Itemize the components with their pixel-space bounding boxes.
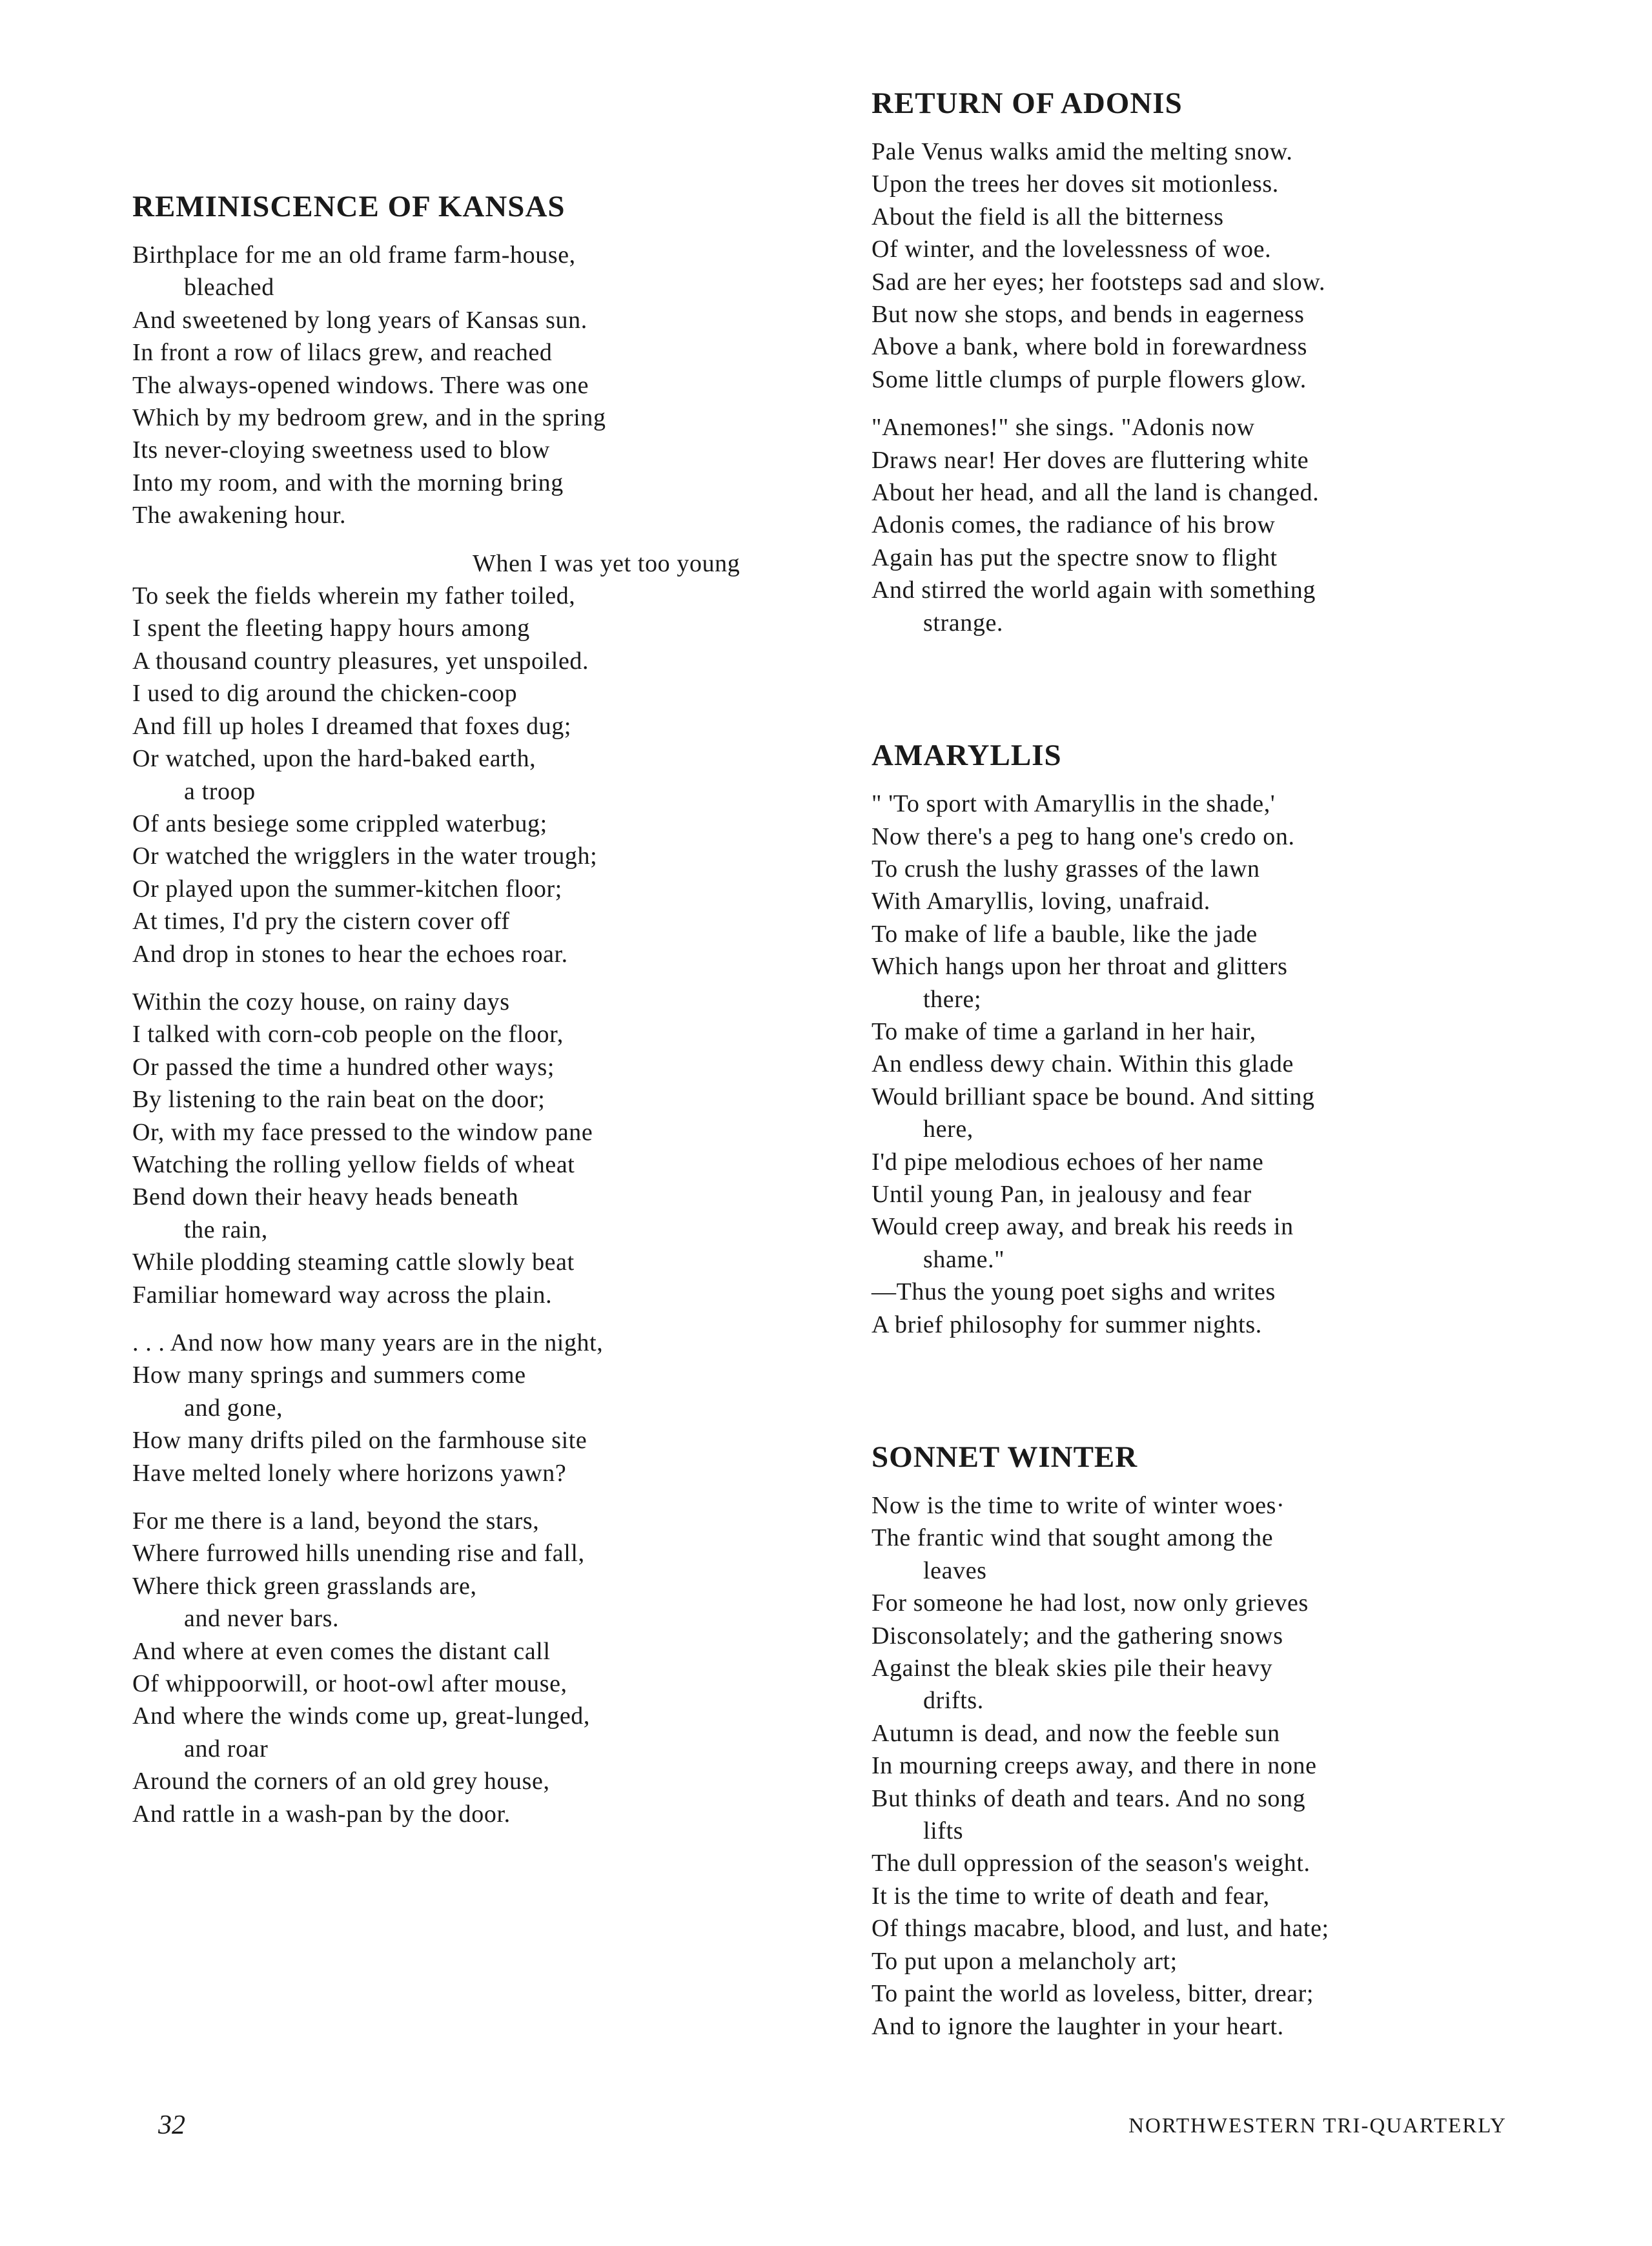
- poem-line: The always-opened windows. There was one: [132, 371, 589, 399]
- poem-line: the rain,: [184, 1216, 268, 1243]
- poem-line: " 'To sport with Amaryllis in the shade,': [872, 790, 1276, 818]
- poem-line: Of things macabre, blood, and lust, and hate;: [872, 1915, 1329, 1943]
- poem-line: Disconsolately; and the gathering snows: [872, 1622, 1283, 1649]
- poem-line: Above a bank, where bold in forewardness: [872, 333, 1308, 361]
- poem-return-of-adonis: [872, 84, 1517, 639]
- poem-line: Or, with my face pressed to the window pane: [132, 1118, 593, 1146]
- poem-line: Adonis comes, the radiance of his brow: [872, 511, 1276, 539]
- stanza: [132, 547, 817, 970]
- poem-line: Familiar homeward way across the plain.: [132, 1281, 553, 1309]
- poem-line: To crush the lushy grasses of the lawn: [872, 855, 1260, 883]
- poem-line: Would creep away, and break his reeds in: [872, 1213, 1294, 1241]
- poem-line: Have melted lonely where horizons yawn?: [132, 1459, 567, 1487]
- poem-line: leaves: [923, 1557, 987, 1584]
- poem-line: The frantic wind that sought among the: [872, 1524, 1274, 1552]
- poem-line: Which by my bedroom grew, and in the spring: [132, 404, 606, 432]
- poem-line: Until young Pan, in jealousy and fear: [872, 1180, 1252, 1208]
- poem-line: Within the cozy house, on rainy days: [132, 988, 510, 1016]
- poem-line: shame.": [923, 1245, 1005, 1273]
- poem-line: Draws near! Her doves are fluttering white: [872, 446, 1309, 474]
- poem-amaryllis: [872, 736, 1517, 1341]
- poem-line: Around the corners of an old grey house,: [132, 1768, 550, 1795]
- poem-line: And sweetened by long years of Kansas sun.: [132, 306, 587, 334]
- poem-line: Of ants besiege some crippled waterbug;: [132, 810, 547, 837]
- poem-line: "Anemones!" she sings. "Adonis now: [872, 414, 1255, 442]
- poem-line: By listening to the rain beat on the door;: [132, 1086, 546, 1114]
- poem-line: Of whippoorwill, or hoot-owl after mouse,: [132, 1670, 567, 1698]
- poem-line: When I was yet too young: [473, 549, 740, 577]
- poem-title: AMARYLLIS: [872, 739, 1062, 773]
- poem-line: Where thick green grasslands are,: [132, 1572, 477, 1600]
- poem-line: Its never-cloying sweetness used to blow: [132, 436, 550, 464]
- poem-line: I spent the fleeting happy hours among: [132, 615, 530, 642]
- poem-line: lifts: [923, 1817, 964, 1845]
- poem-line: bleached: [184, 274, 274, 301]
- poem-line: But now she stops, and bends in eagerness: [872, 301, 1305, 329]
- poem-line: And fill up holes I dreamed that foxes dug;: [132, 712, 572, 740]
- stanza: [872, 411, 1517, 639]
- poem-line: To paint the world as loveless, bitter, drear;: [872, 1980, 1314, 2008]
- poem-line: Against the bleak skies pile their heavy: [872, 1655, 1273, 1682]
- poem-line: In front a row of lilacs grew, and reached: [132, 339, 553, 367]
- poem-line: Birthplace for me an old frame farm-house,: [132, 241, 576, 269]
- poem-sonnet-winter: [872, 1438, 1517, 2043]
- poem-line: The dull oppression of the season's weight.: [872, 1850, 1310, 1877]
- page-number: 32: [158, 2110, 185, 2140]
- poem-line: But thinks of death and tears. And no song: [872, 1784, 1306, 1812]
- stanza: [872, 788, 1517, 1341]
- poem-line: Or passed the time a hundred other ways;: [132, 1053, 555, 1081]
- poem-line: Or played upon the summer-kitchen floor;: [132, 875, 562, 903]
- journal-name: NORTHWESTERN TRI-QUARTERLY: [1128, 2114, 1507, 2138]
- poem-line: Now is the time to write of winter woes·: [872, 1492, 1285, 1519]
- poem-line: To seek the fields wherein my father toiled,: [132, 582, 576, 610]
- poem-line: here,: [923, 1116, 974, 1143]
- poem-line: . . . And now how many years are in the night,: [132, 1329, 604, 1356]
- stanza: [872, 1489, 1517, 2043]
- poem-line: Of winter, and the lovelessness of woe.: [872, 236, 1272, 263]
- poem-line: A brief philosophy for summer nights.: [872, 1311, 1262, 1338]
- poem-title: RETURN OF ADONIS: [872, 87, 1183, 120]
- poem-line: How many drifts piled on the farmhouse site: [132, 1427, 587, 1455]
- poem-line: I'd pipe melodious echoes of her name: [872, 1148, 1264, 1176]
- poem-line: I used to dig around the chicken-coop: [132, 680, 518, 708]
- poem-line: Bend down their heavy heads beneath: [132, 1183, 519, 1211]
- poem-line: strange.: [923, 609, 1004, 637]
- poem-line: To make of time a garland in her hair,: [872, 1017, 1256, 1045]
- poem-line: —Thus the young poet sighs and writes: [872, 1278, 1276, 1306]
- left-column: [132, 187, 817, 1846]
- poem-line: Watching the rolling yellow fields of wheat: [132, 1150, 575, 1178]
- poem-line: A thousand country pleasures, yet unspoiled.: [132, 647, 589, 675]
- poem-line: and gone,: [184, 1394, 283, 1422]
- poem-line: Which hangs upon her throat and glitters: [872, 953, 1288, 981]
- poem-line: Autumn is dead, and now the feeble sun: [872, 1719, 1280, 1747]
- poem-line: And where at even comes the distant call: [132, 1637, 551, 1665]
- stanza: [872, 136, 1517, 396]
- poem-line: Or watched the wrigglers in the water trough;: [132, 842, 598, 870]
- poem-line: Into my room, and with the morning bring: [132, 469, 564, 496]
- poem-line: And to ignore the laughter in your heart.: [872, 2012, 1284, 2040]
- poem-line: While plodding steaming cattle slowly beat: [132, 1249, 575, 1276]
- poem-line: Some little clumps of purple flowers glow.: [872, 365, 1307, 393]
- poem-line: To put upon a melancholy art;: [872, 1947, 1178, 1975]
- stanza: [132, 1327, 817, 1489]
- poem-line: Would brilliant space be bound. And sitting: [872, 1083, 1315, 1110]
- poem-line: How many springs and summers come: [132, 1362, 526, 1389]
- poem-line: With Amaryllis, loving, unafraid.: [872, 888, 1210, 915]
- poem-line: About the field is all the bitterness: [872, 203, 1224, 230]
- poem-line: I talked with corn-cob people on the floor,: [132, 1021, 564, 1048]
- poem-line: Pale Venus walks amid the melting snow.: [872, 138, 1293, 165]
- right-column: [872, 84, 1517, 2058]
- stanza: [132, 1505, 817, 1830]
- poem-line: For someone he had lost, now only grieves: [872, 1589, 1309, 1617]
- poem-line: Sad are her eyes; her footsteps sad and slow.: [872, 268, 1326, 296]
- poem-line: About her head, and all the land is changed.: [872, 479, 1320, 507]
- stanza: [132, 239, 817, 532]
- stanza: [132, 986, 817, 1311]
- poem-line: Where furrowed hills unending rise and fall,: [132, 1540, 585, 1567]
- poem-line: And drop in stones to hear the echoes roar.: [132, 940, 568, 968]
- poem-line: In mourning creeps away, and there in none: [872, 1752, 1317, 1780]
- poem-line: Or watched, upon the hard-baked earth,: [132, 745, 536, 773]
- poem-reminiscence-of-kansas: [132, 187, 817, 1830]
- poem-line: drifts.: [923, 1687, 984, 1715]
- poem-line: Now there's a peg to hang one's credo on.: [872, 822, 1295, 850]
- poem-line: And rattle in a wash-pan by the door.: [132, 1800, 511, 1828]
- poem-line: and roar: [184, 1735, 269, 1762]
- poem-line: Again has put the spectre snow to flight: [872, 544, 1278, 571]
- poem-line: Upon the trees her doves sit motionless.: [872, 170, 1279, 198]
- poem-line: And stirred the world again with something: [872, 577, 1316, 604]
- poem-line: The awakening hour.: [132, 502, 347, 529]
- poem-line: and never bars.: [184, 1605, 340, 1633]
- poem-line: And where the winds come up, great-lunged,: [132, 1702, 590, 1730]
- poem-line: It is the time to write of death and fear,: [872, 1882, 1270, 1910]
- poem-line: there;: [923, 985, 982, 1013]
- poem-line: At times, I'd pry the cistern cover off: [132, 908, 510, 935]
- poem-line: a troop: [184, 777, 256, 805]
- poem-line: An endless dewy chain. Within this glade: [872, 1050, 1294, 1078]
- poem-line: For me there is a land, beyond the stars,: [132, 1507, 540, 1535]
- poem-line: To make of life a bauble, like the jade: [872, 920, 1258, 948]
- poem-title: SONNET WINTER: [872, 1440, 1138, 1474]
- poem-title: REMINISCENCE OF KANSAS: [132, 190, 566, 223]
